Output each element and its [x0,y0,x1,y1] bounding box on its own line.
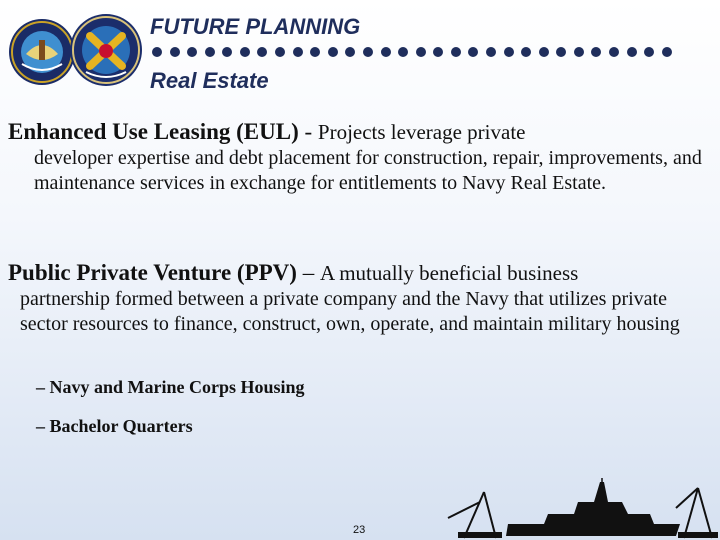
page-title: FUTURE PLANNING [150,14,361,39]
divider-dot [504,47,514,57]
divider-dot [574,47,584,57]
ppv-body: partnership formed between a private company and the Navy that utilizes private sector resources to finance, construct, own, operate, and maintain military housing [20,288,680,335]
page-number: 23 [353,524,366,536]
divider-dot [275,47,285,57]
sub-item-bachelor-quarters: – Bachelor Quarters [36,416,193,436]
divider-dot [345,47,355,57]
divider-dot [468,47,478,57]
eul-heading [8,118,714,146]
divider-dot [539,47,549,57]
divider-dot [451,47,461,57]
divider-dot [381,47,391,57]
divider-dot [363,47,373,57]
divider-dot [222,47,232,57]
sub-item-housing: – Navy and Marine Corps Housing [36,377,305,397]
divider-dot [486,47,496,57]
divider-dot [205,47,215,57]
divider-dot [240,47,250,57]
eul-lead: Projects leverage private [317,120,526,144]
divider-dot [152,47,162,57]
eul-body: developer expertise and debt placement for construction, repair, improvements, and maintenance services in exchange for entitlements to Navy Real Estate. [34,147,702,194]
ppv-lead: A mutually beneficial business [319,261,579,285]
divider-dot [521,47,531,57]
ship-and-cranes-silhouette-icon [444,478,720,540]
divider-dot [556,47,566,57]
header-logos [8,6,146,100]
eul-separator: - [298,119,318,144]
divider-dot [609,47,619,57]
divider-dot [416,47,426,57]
eul-term: Enhanced Use Leasing (EUL) [8,119,299,144]
divider-dot [170,47,180,57]
divider-dot [328,47,338,57]
divider-dot [433,47,443,57]
naval-weapons-station-seal-icon [9,19,75,85]
ppv-term: Public Private Venture (PPV) [8,260,297,285]
dotted-divider [152,45,672,59]
navy-munitions-command-seal-icon [70,14,142,86]
divider-dot [398,47,408,57]
divider-dot [293,47,303,57]
divider-dot [187,47,197,57]
divider-dot [310,47,320,57]
ppv-heading [8,259,714,287]
ppv-section [8,259,714,337]
divider-dot [627,47,637,57]
divider-dot [591,47,601,57]
divider-dot [257,47,267,57]
divider-dot [662,47,672,57]
ppv-separator: – [296,260,320,285]
divider-dot [644,47,654,57]
page-subtitle: Real Estate [150,68,269,93]
eul-section [8,118,714,196]
